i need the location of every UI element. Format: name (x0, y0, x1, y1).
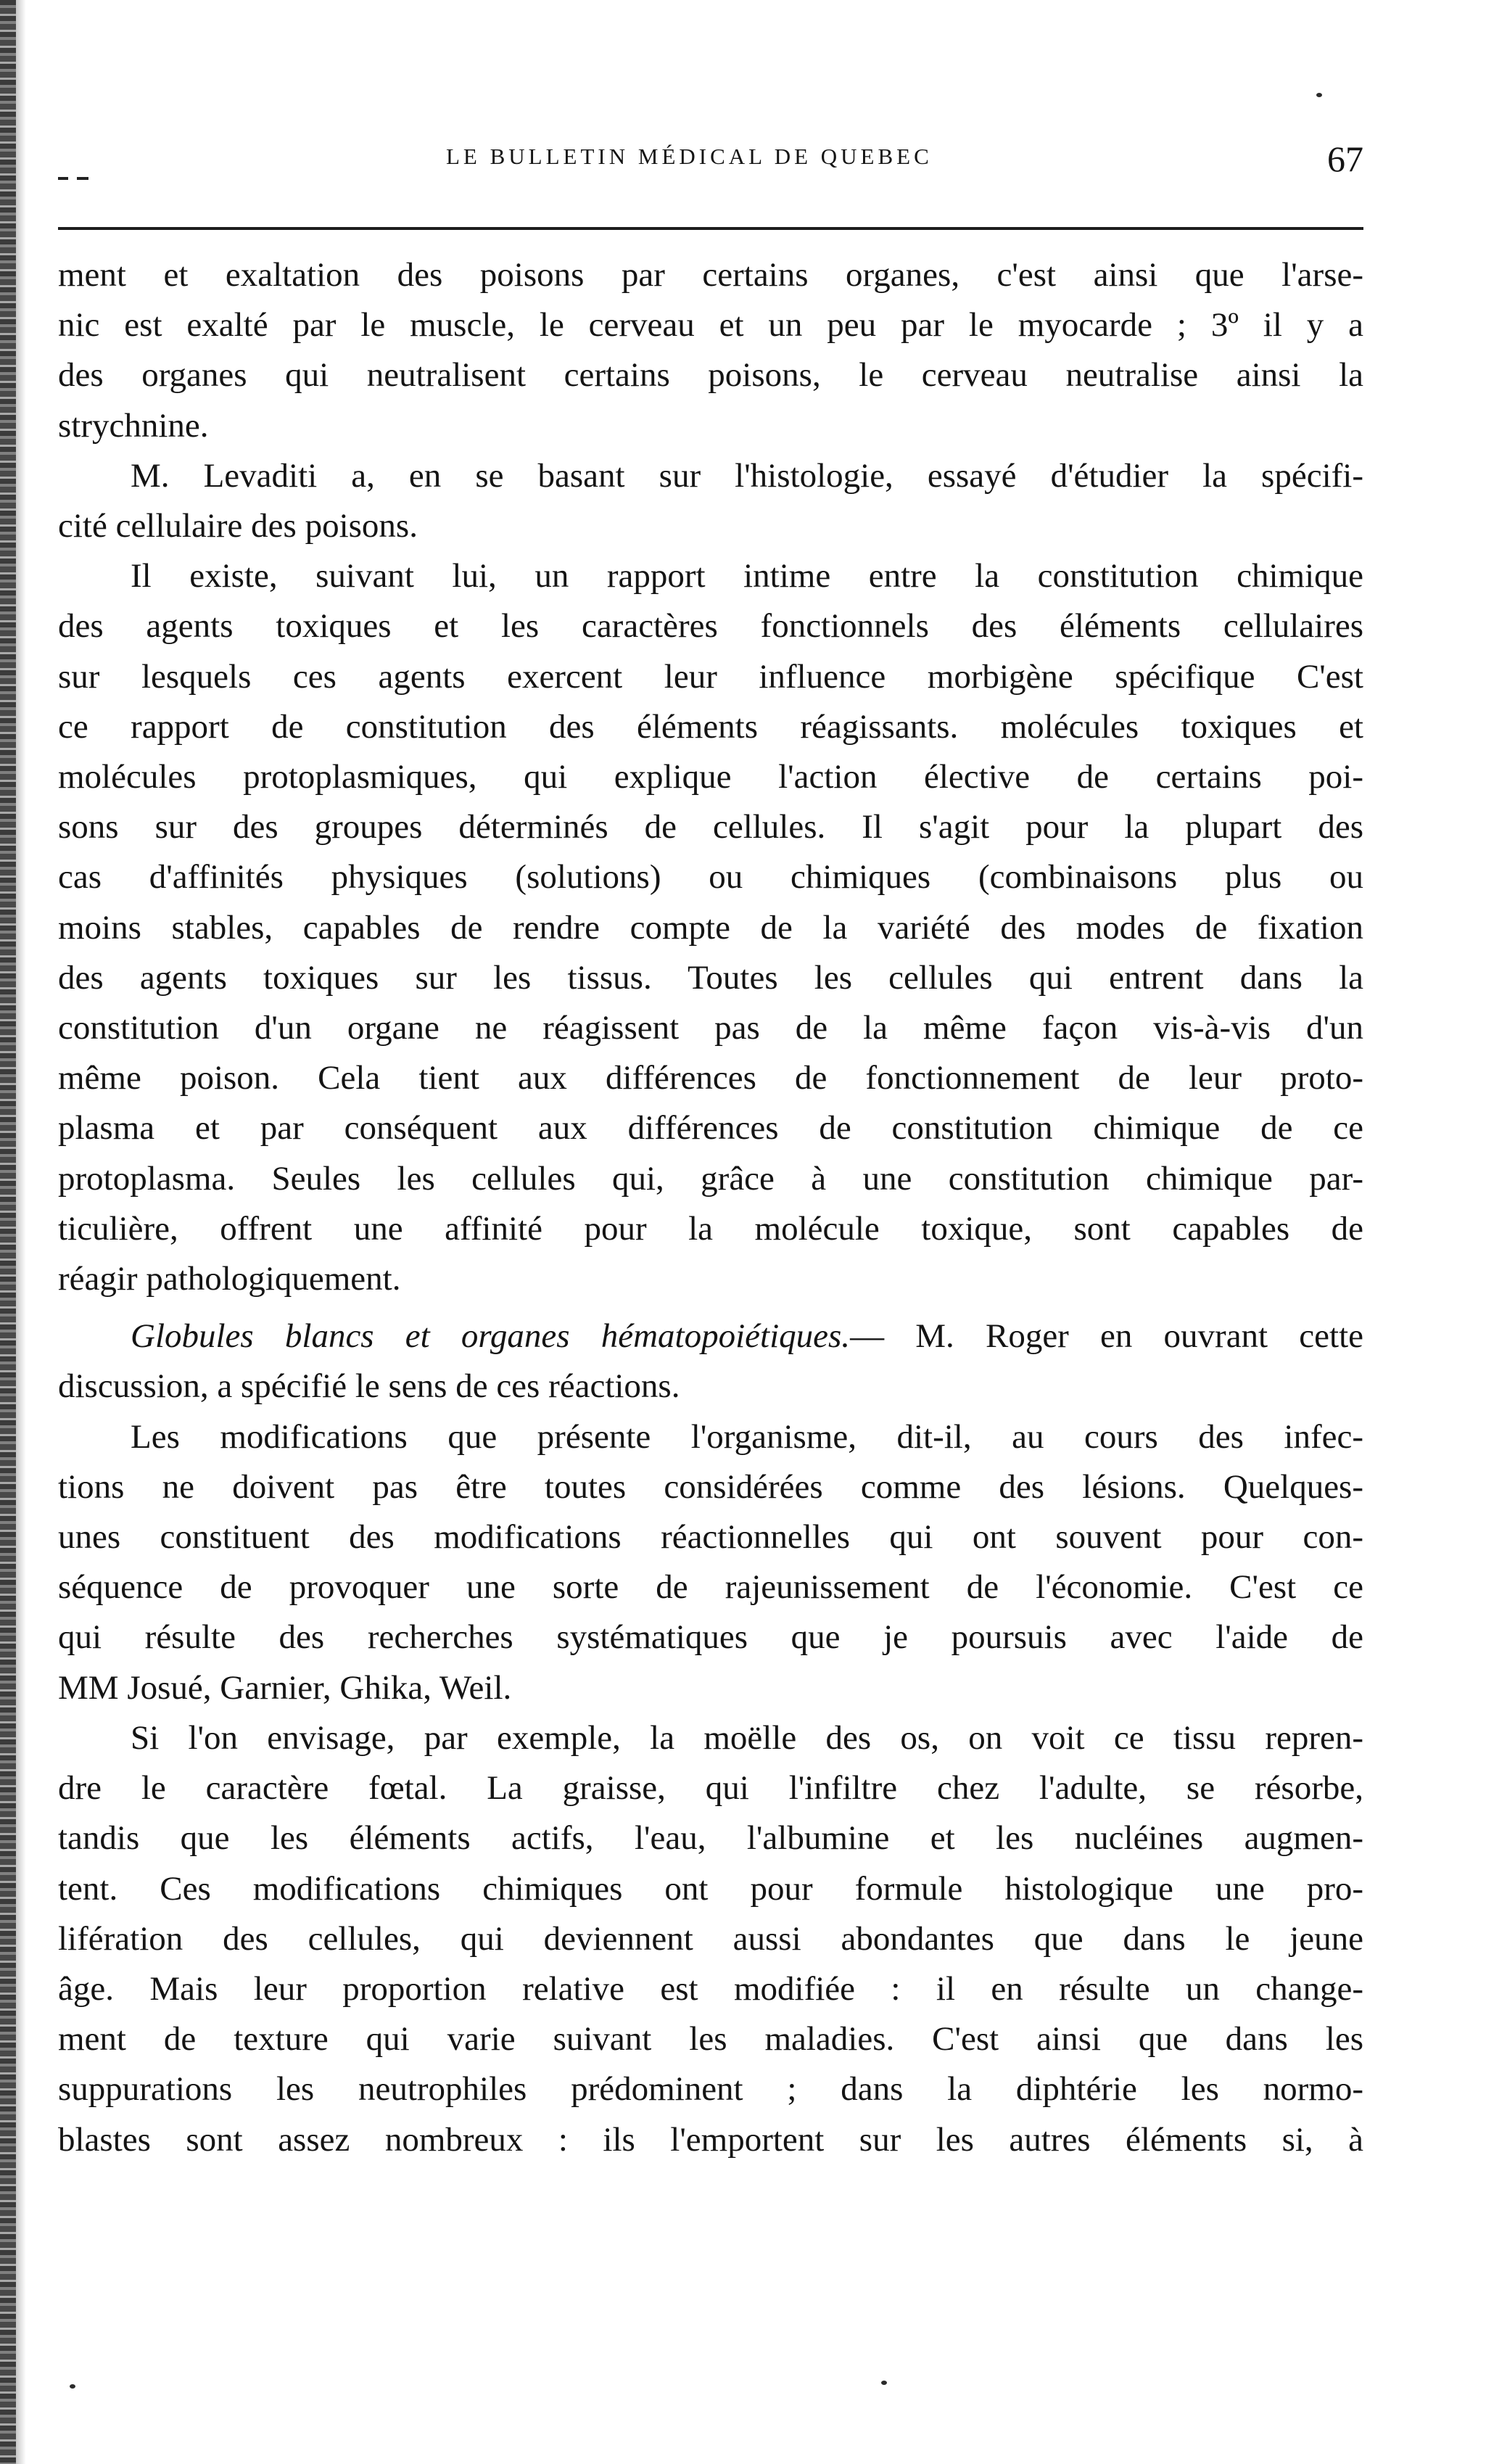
text-line: plasma et par conséquent aux différences de constitution chimique de ce (58, 1109, 1363, 1147)
paragraph (58, 451, 1363, 551)
print-speck (881, 2381, 887, 2385)
text-line: Il existe, suivant lui, un rapport intime entre la constitution chimique (131, 557, 1363, 596)
paragraph (58, 1713, 1363, 2165)
text-line: molécules protoplasmiques, qui explique l'action élective de certains poi- (58, 758, 1363, 796)
text-line: nic est exalté par le muscle, le cerveau et un peu par le myocarde ; 3º il y a (58, 306, 1363, 345)
text-line: protoplasma. Seules les cellules qui, grâce à une constitution chimique par- (58, 1159, 1363, 1198)
text-line (58, 1311, 1363, 1361)
text-line: lifération des cellules, qui deviennent aussi abondantes que dans le jeune (58, 1919, 1363, 1958)
page-header (58, 138, 1363, 189)
text-line: séquence de provoquer une sorte de rajeunissement de l'économie. C'est ce (58, 1568, 1363, 1607)
text-line: âge. Mais leur proportion relative est modifiée : il en résulte un change- (58, 1969, 1363, 2008)
text-line: unes constituent des modifications réactionnelles qui ont souvent pour con- (58, 1518, 1363, 1557)
book-binding-edge (0, 0, 16, 2464)
text-line: Si l'on envisage, par exemple, la moëlle des os, on voit ce tissu repren- (131, 1718, 1363, 1757)
paragraph (58, 1311, 1363, 1412)
text-run: — M. Roger en ouvrant cette (850, 1317, 1363, 1356)
text-line: qui résulte des recherches systématiques que je poursuis avec l'aide de (58, 1618, 1363, 1657)
text-line: réagir pathologiquement. (58, 1260, 401, 1298)
text-line: des agents toxiques et les caractères fonctionnels des éléments cellulaires (58, 607, 1363, 646)
text-line: sons sur des groupes déterminés de cellules. Il s'agit pour la plupart des (58, 808, 1363, 846)
text-line: tandis que les éléments actifs, l'eau, l'albumine et les nucléines augmen- (58, 1819, 1363, 1858)
text-line: ment et exaltation des poisons par certains organes, c'est ainsi que l'arse- (58, 256, 1363, 294)
text-line: discussion, a spécifié le sens de ces réactions. (58, 1367, 680, 1406)
text-line: des organes qui neutralisent certains poisons, le cerveau neutralise ainsi la (58, 356, 1363, 395)
text-line: strychnine. (58, 406, 209, 445)
page-number: 67 (1327, 139, 1363, 179)
paragraph (58, 250, 1363, 451)
text-line: MM Josué, Garnier, Ghika, Weil. (58, 1668, 512, 1707)
text-line: dre le caractère fœtal. La graisse, qui l'infiltre chez l'adulte, se résorbe, (58, 1769, 1363, 1808)
text-line: tions ne doivent pas être toutes considérées comme des lésions. Quelques- (58, 1467, 1363, 1506)
header-rule (58, 227, 1363, 230)
text-line: ce rapport de constitution des éléments réagissants. molécules toxiques et (58, 707, 1363, 746)
text-line: suppurations les neutrophiles prédominent ; dans la diphtérie les normo- (58, 2070, 1363, 2109)
text-line: cité cellulaire des poisons. (58, 507, 418, 545)
text-line: ment de texture qui varie suivant les maladies. C'est ainsi que dans les (58, 2020, 1363, 2059)
text-line: moins stables, capables de rendre compte de la variété des modes de fixation (58, 908, 1363, 947)
text-line: ticulière, offrent une affinité pour la molécule toxique, sont capables de (58, 1209, 1363, 1248)
paragraph (58, 1412, 1363, 1713)
text-line: constitution d'un organe ne réagissent pas de la même façon vis-à-vis d'un (58, 1009, 1363, 1047)
text-line: même poison. Cela tient aux différences de fonctionnement de leur proto- (58, 1059, 1363, 1097)
section-heading: Globules blancs et organes hématopoiétiques. (131, 1317, 851, 1356)
paragraph (58, 551, 1363, 1304)
header-ornament (58, 177, 94, 181)
print-speck (70, 2384, 75, 2389)
text-line: Les modifications que présente l'organisme, dit-il, au cours des infec- (131, 1417, 1363, 1456)
text-line: blastes sont assez nombreux : ils l'emportent sur les autres éléments si, à (58, 2120, 1363, 2159)
text-line: sur lesquels ces agents exercent leur influence morbigène spécifique C'est (58, 657, 1363, 696)
body-text (58, 250, 1363, 2346)
text-line: des agents toxiques sur les tissus. Toutes les cellules qui entrent dans la (58, 958, 1363, 997)
text-line: cas d'affinités physiques (solutions) ou chimiques (combinaisons plus ou (58, 858, 1363, 897)
text-line: tent. Ces modifications chimiques ont pour formule histologique une pro- (58, 1869, 1363, 1908)
running-head: LE BULLETIN MÉDICAL DE QUEBEC (446, 144, 933, 169)
print-speck (1316, 93, 1322, 97)
text-line: M. Levaditi a, en se basant sur l'histologie, essayé d'étudier la spécifi- (131, 456, 1363, 495)
